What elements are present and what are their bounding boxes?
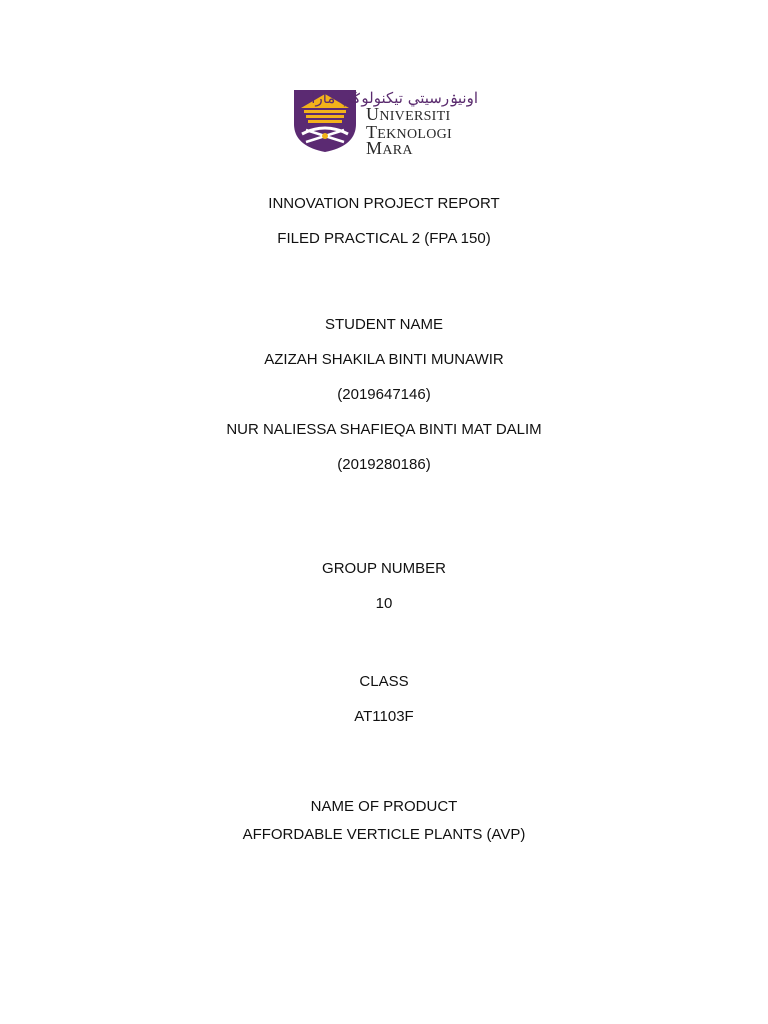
logo-jawi-text: اونيۏرسيتي تيكنولوݢي مارا [311, 89, 478, 107]
logo-line-universiti: UNIVERSITI [366, 104, 451, 124]
class-heading: CLASS [359, 673, 409, 690]
report-title: INNOVATION PROJECT REPORT [268, 195, 500, 212]
product-value: AFFORDABLE VERTICLE PLANTS (AVP) [242, 826, 526, 843]
student-heading: STUDENT NAME [324, 316, 444, 333]
university-logo [292, 88, 482, 156]
logo-wordmark [311, 88, 482, 158]
course-name: FILED PRACTICAL 2 (FPA 150) [277, 230, 491, 247]
group-heading: GROUP NUMBER [322, 560, 446, 577]
student-name-1: AZIZAH SHAKILA BINTI MUNAWIR [264, 351, 504, 368]
class-value: AT1103F [354, 708, 414, 725]
product-heading: NAME OF PRODUCT [310, 798, 458, 815]
student-id-1: (2019647146) [337, 386, 431, 403]
logo-line-mara: MARA [366, 138, 413, 158]
student-id-2: (2019280186) [337, 456, 431, 473]
group-value: 10 [375, 595, 393, 612]
student-name-2: NUR NALIESSA SHAFIEQA BINTI MAT DALIM [226, 421, 542, 438]
logo-line-teknologi: TEKNOLOGI [366, 122, 453, 142]
